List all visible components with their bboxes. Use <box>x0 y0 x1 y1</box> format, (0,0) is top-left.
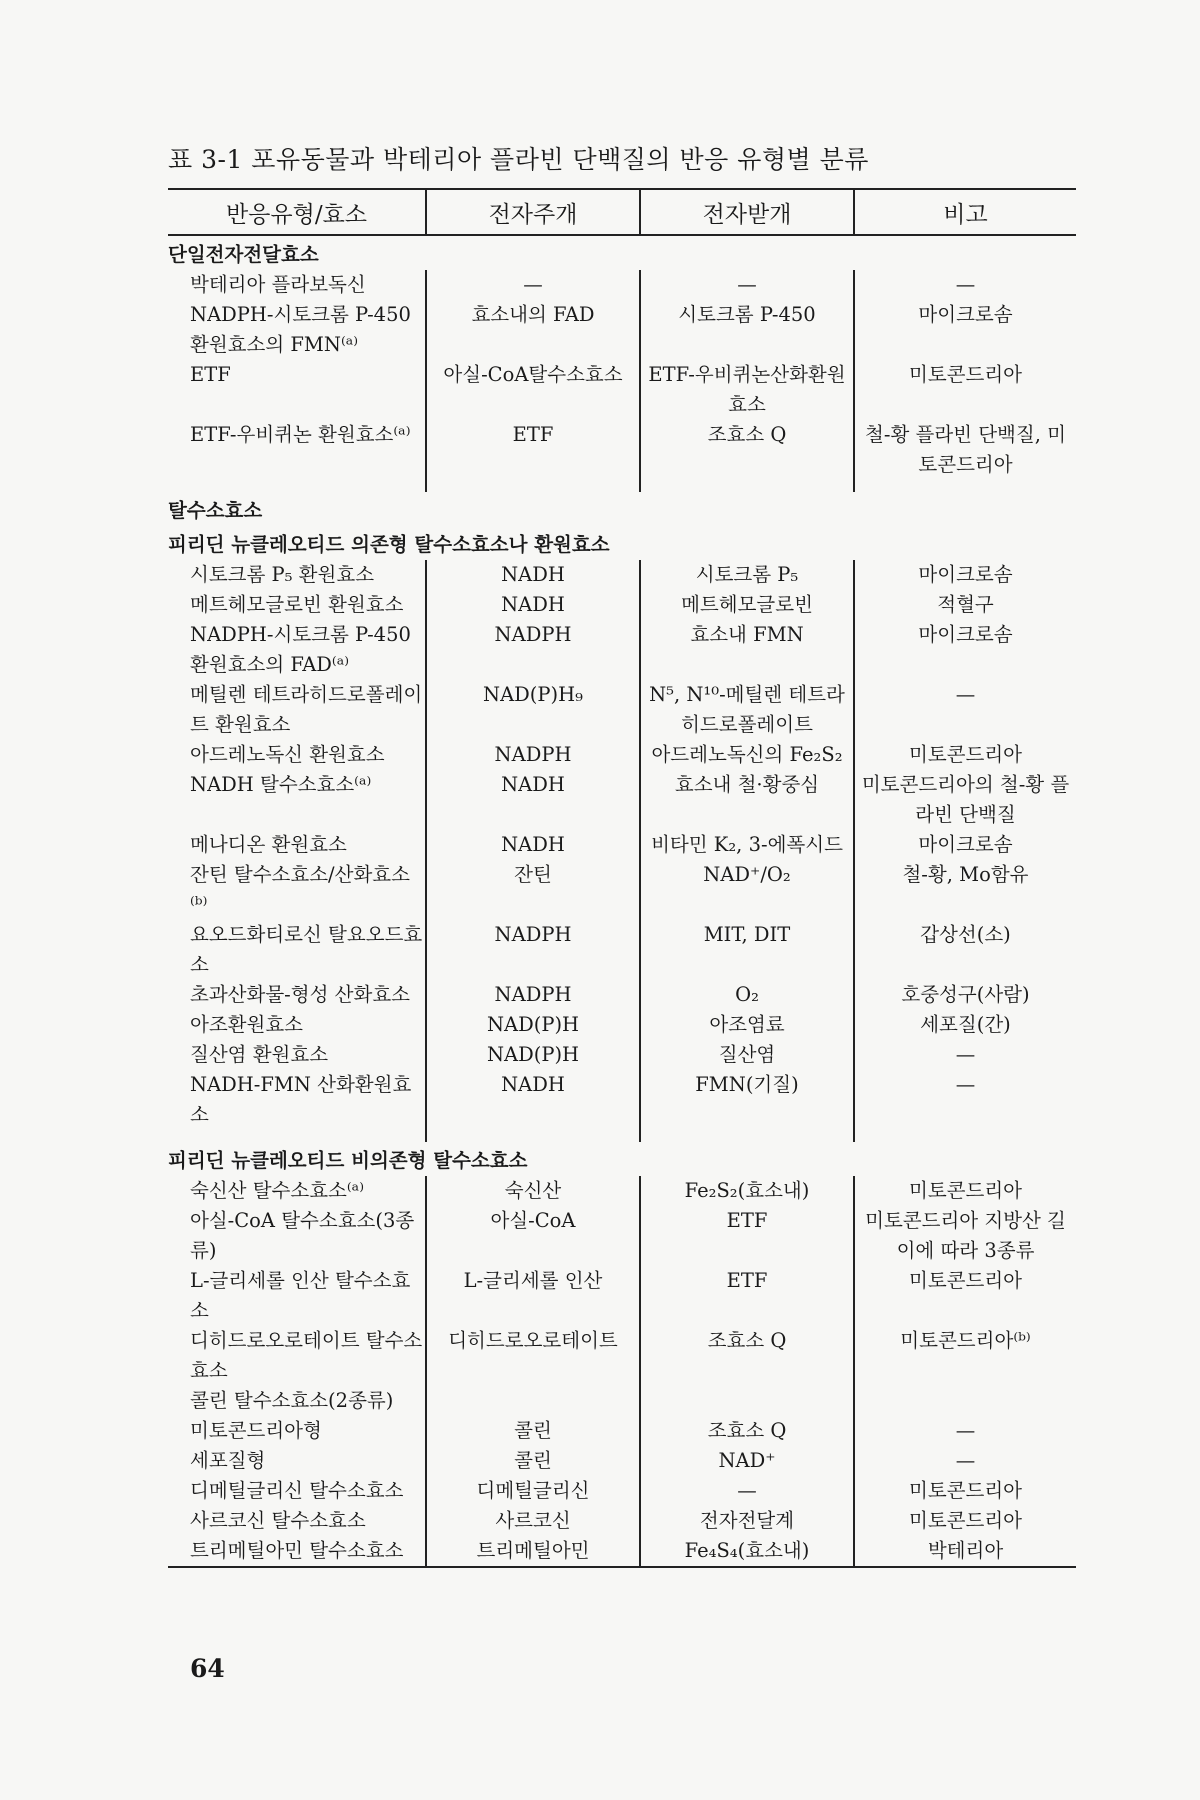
header-electron-acceptor: 전자받개 <box>640 189 854 235</box>
table-row <box>168 360 1076 420</box>
header-electron-donor: 전자주개 <box>426 189 640 235</box>
enzyme-cell: 아조환원효소 <box>190 1013 304 1036</box>
donor-cell: L-글리세롤 인산 <box>426 1266 640 1326</box>
remarks-cell: 세포질(간) <box>854 1010 1076 1040</box>
donor-cell: 잔틴 <box>426 860 640 920</box>
donor-cell: NADPH <box>426 980 640 1010</box>
remarks-cell: 마이크로솜 <box>854 620 1076 680</box>
donor-cell: NADPH <box>426 920 640 980</box>
acceptor-cell: 조효소 Q <box>640 1326 854 1386</box>
acceptor-cell: 효소내 FMN <box>640 620 854 680</box>
remarks-cell: 미토콘드리아 <box>854 1476 1076 1506</box>
donor-cell: NAD(P)H <box>426 1010 640 1040</box>
acceptor-cell: 메트헤모글로빈 <box>640 590 854 620</box>
section-heading-row <box>168 492 1076 526</box>
remarks-cell: 마이크로솜 <box>854 300 1076 360</box>
donor-cell: 효소내의 FAD <box>426 300 640 360</box>
donor-cell: 아실-CoA <box>426 1206 640 1266</box>
acceptor-cell: O₂ <box>640 980 854 1010</box>
header-reaction-type: 반응유형/효소 <box>168 189 426 235</box>
table-row <box>168 1070 1076 1130</box>
remarks-cell: — <box>854 680 1076 740</box>
donor-cell: 콜린 <box>426 1416 640 1446</box>
donor-cell: 트리메틸아민 <box>426 1536 640 1567</box>
donor-cell: NADH <box>426 830 640 860</box>
table-row <box>168 1476 1076 1506</box>
section-heading-row <box>168 1142 1076 1176</box>
acceptor-cell: 전자전달계 <box>640 1506 854 1536</box>
remarks-cell: — <box>854 1416 1076 1446</box>
remarks-cell: — <box>854 270 1076 300</box>
remarks-cell: 미토콘드리아 <box>854 1266 1076 1326</box>
enzyme-cell: 콜린 탈수소효소(2종류) <box>190 1389 394 1412</box>
enzyme-cell: NADH 탈수소효소⁽ᵃ⁾ <box>190 773 372 796</box>
donor-cell: NAD(P)H <box>426 1040 640 1070</box>
header-remarks: 비고 <box>854 189 1076 235</box>
section-heading: 피리딘 뉴클레오티드 비의존형 탈수소효소 <box>168 1149 528 1172</box>
remarks-cell: 호중성구(사람) <box>854 980 1076 1010</box>
remarks-cell: — <box>854 1446 1076 1476</box>
acceptor-cell: FMN(기질) <box>640 1070 854 1130</box>
enzyme-cell: 디메틸글리신 탈수소효소 <box>190 1479 404 1502</box>
section-heading: 단일전자전달효소 <box>168 243 319 266</box>
acceptor-cell: 시토크롬 P-450 <box>640 300 854 360</box>
donor-cell: 숙신산 <box>426 1176 640 1206</box>
section-gap <box>168 1130 1076 1142</box>
section-heading: 피리딘 뉴클레오티드 의존형 탈수소효소나 환원효소 <box>168 533 610 556</box>
enzyme-cell: L-글리세롤 인산 탈수소효소 <box>190 1269 411 1322</box>
donor-cell: NADH <box>426 770 640 830</box>
acceptor-cell: ETF-우비퀴논산화환원효소 <box>640 360 854 420</box>
acceptor-cell: Fe₄S₄(효소내) <box>640 1536 854 1567</box>
acceptor-cell: Fe₂S₂(효소내) <box>640 1176 854 1206</box>
donor-cell: NADPH <box>426 740 640 770</box>
enzyme-cell: 메트헤모글로빈 환원효소 <box>190 593 404 616</box>
acceptor-cell: NAD⁺/O₂ <box>640 860 854 920</box>
table-row <box>168 1040 1076 1070</box>
enzyme-cell: 세포질형 <box>190 1449 266 1472</box>
remarks-cell <box>854 1386 1076 1416</box>
table-row <box>168 1386 1076 1416</box>
acceptor-cell: 조효소 Q <box>640 420 854 480</box>
table-row <box>168 1176 1076 1206</box>
enzyme-cell: 메나디온 환원효소 <box>190 833 347 856</box>
enzyme-cell: 잔틴 탈수소효소/산화효소⁽ᵇ⁾ <box>190 863 410 916</box>
remarks-cell: 미토콘드리아⁽ᵇ⁾ <box>854 1326 1076 1386</box>
enzyme-cell: 초과산화물-형성 산화효소 <box>190 983 410 1006</box>
table-caption: 표 3-1 포유동물과 박테리아 플라빈 단백질의 반응 유형별 분류 <box>168 145 869 174</box>
donor-cell: — <box>426 270 640 300</box>
enzyme-cell: 디히드로오로테이트 탈수소효소 <box>190 1329 423 1382</box>
table-row <box>168 920 1076 980</box>
remarks-cell: 미토콘드리아 지방산 길이에 따라 3종류 <box>854 1206 1076 1266</box>
acceptor-cell: MIT, DIT <box>640 920 854 980</box>
remarks-cell: 박테리아 <box>854 1536 1076 1567</box>
acceptor-cell: ETF <box>640 1206 854 1266</box>
acceptor-cell: N⁵, N¹⁰-메틸렌 테트라히드로폴레이트 <box>640 680 854 740</box>
remarks-cell: — <box>854 1040 1076 1070</box>
donor-cell: 아실-CoA탈수소효소 <box>426 360 640 420</box>
donor-cell <box>426 1386 640 1416</box>
table-row <box>168 1266 1076 1326</box>
table-row <box>168 1326 1076 1386</box>
acceptor-cell: — <box>640 270 854 300</box>
table-row <box>168 1506 1076 1536</box>
donor-cell: 콜린 <box>426 1446 640 1476</box>
acceptor-cell: 질산염 <box>640 1040 854 1070</box>
enzyme-cell: NADPH-시토크롬 P-450 환원효소의 FMN⁽ᵃ⁾ <box>190 303 411 356</box>
remarks-cell: 마이크로솜 <box>854 830 1076 860</box>
remarks-cell: — <box>854 1070 1076 1130</box>
enzyme-cell: 질산염 환원효소 <box>190 1043 329 1066</box>
acceptor-cell: NAD⁺ <box>640 1446 854 1476</box>
acceptor-cell <box>640 1386 854 1416</box>
section-heading-row <box>168 526 1076 560</box>
table-row <box>168 1010 1076 1040</box>
remarks-cell: 적혈구 <box>854 590 1076 620</box>
enzyme-cell: 미토콘드리아형 <box>190 1419 322 1442</box>
acceptor-cell: 아드레노독신의 Fe₂S₂ <box>640 740 854 770</box>
donor-cell: 디히드로오로테이트 <box>426 1326 640 1386</box>
table-row <box>168 420 1076 480</box>
remarks-cell: 미토콘드리아 <box>854 1176 1076 1206</box>
section-heading-row <box>168 235 1076 270</box>
table-row <box>168 590 1076 620</box>
table-row <box>168 860 1076 920</box>
acceptor-cell: — <box>640 1476 854 1506</box>
table-row <box>168 980 1076 1010</box>
remarks-cell: 미토콘드리아의 철-황 플라빈 단백질 <box>854 770 1076 830</box>
table-row <box>168 1446 1076 1476</box>
remarks-cell: 미토콘드리아 <box>854 360 1076 420</box>
section-heading: 탈수소효소 <box>168 499 263 522</box>
acceptor-cell: 시토크롬 P₅ <box>640 560 854 590</box>
remarks-cell: 철-황 플라빈 단백질, 미토콘드리아 <box>854 420 1076 480</box>
remarks-cell: 갑상선(소) <box>854 920 1076 980</box>
enzyme-cell: NADPH-시토크롬 P-450 환원효소의 FAD⁽ᵃ⁾ <box>190 623 411 676</box>
donor-cell: NAD(P)H₉ <box>426 680 640 740</box>
page-number: 64 <box>190 1654 225 1683</box>
enzyme-cell: 숙신산 탈수소효소⁽ᵃ⁾ <box>190 1179 364 1202</box>
donor-cell: NADH <box>426 590 640 620</box>
acceptor-cell: 비타민 K₂, 3-에폭시드 <box>640 830 854 860</box>
remarks-cell: 미토콘드리아 <box>854 740 1076 770</box>
table-row <box>168 770 1076 830</box>
flavoprotein-table <box>168 188 1076 1568</box>
donor-cell: NADH <box>426 560 640 590</box>
donor-cell: ETF <box>426 420 640 480</box>
acceptor-cell: ETF <box>640 1266 854 1326</box>
table-row <box>168 740 1076 770</box>
table-row <box>168 1536 1076 1567</box>
table-row <box>168 1416 1076 1446</box>
enzyme-cell: 요오드화티로신 탈요오드효소 <box>190 923 423 976</box>
enzyme-cell: ETF <box>190 363 231 386</box>
table-row <box>168 270 1076 300</box>
donor-cell: NADPH <box>426 620 640 680</box>
enzyme-cell: 박테리아 플라보독신 <box>190 273 366 296</box>
table-row <box>168 1206 1076 1266</box>
remarks-cell: 철-황, Mo함유 <box>854 860 1076 920</box>
donor-cell: 사르코신 <box>426 1506 640 1536</box>
acceptor-cell: 효소내 철·황중심 <box>640 770 854 830</box>
enzyme-cell: ETF-우비퀴논 환원효소⁽ᵃ⁾ <box>190 423 411 446</box>
enzyme-cell: 시토크롬 P₅ 환원효소 <box>190 563 375 586</box>
enzyme-cell: NADH-FMN 산화환원효소 <box>190 1073 412 1126</box>
table-row <box>168 560 1076 590</box>
enzyme-cell: 메틸렌 테트라히드로폴레이트 환원효소 <box>190 683 423 736</box>
table-body <box>168 235 1076 1567</box>
acceptor-cell: 조효소 Q <box>640 1416 854 1446</box>
enzyme-cell: 아드레노독신 환원효소 <box>190 743 385 766</box>
remarks-cell: 미토콘드리아 <box>854 1506 1076 1536</box>
donor-cell: NADH <box>426 1070 640 1130</box>
table-row <box>168 620 1076 680</box>
header-row <box>168 189 1076 235</box>
table-row <box>168 830 1076 860</box>
enzyme-cell: 트리메틸아민 탈수소효소 <box>168 1536 426 1567</box>
enzyme-cell: 사르코신 탈수소효소 <box>190 1509 366 1532</box>
donor-cell: 디메틸글리신 <box>426 1476 640 1506</box>
remarks-cell: 마이크로솜 <box>854 560 1076 590</box>
section-gap <box>168 480 1076 492</box>
enzyme-cell: 아실-CoA 탈수소효소(3종류) <box>190 1209 415 1262</box>
acceptor-cell: 아조염료 <box>640 1010 854 1040</box>
table-row <box>168 300 1076 360</box>
table-row <box>168 680 1076 740</box>
